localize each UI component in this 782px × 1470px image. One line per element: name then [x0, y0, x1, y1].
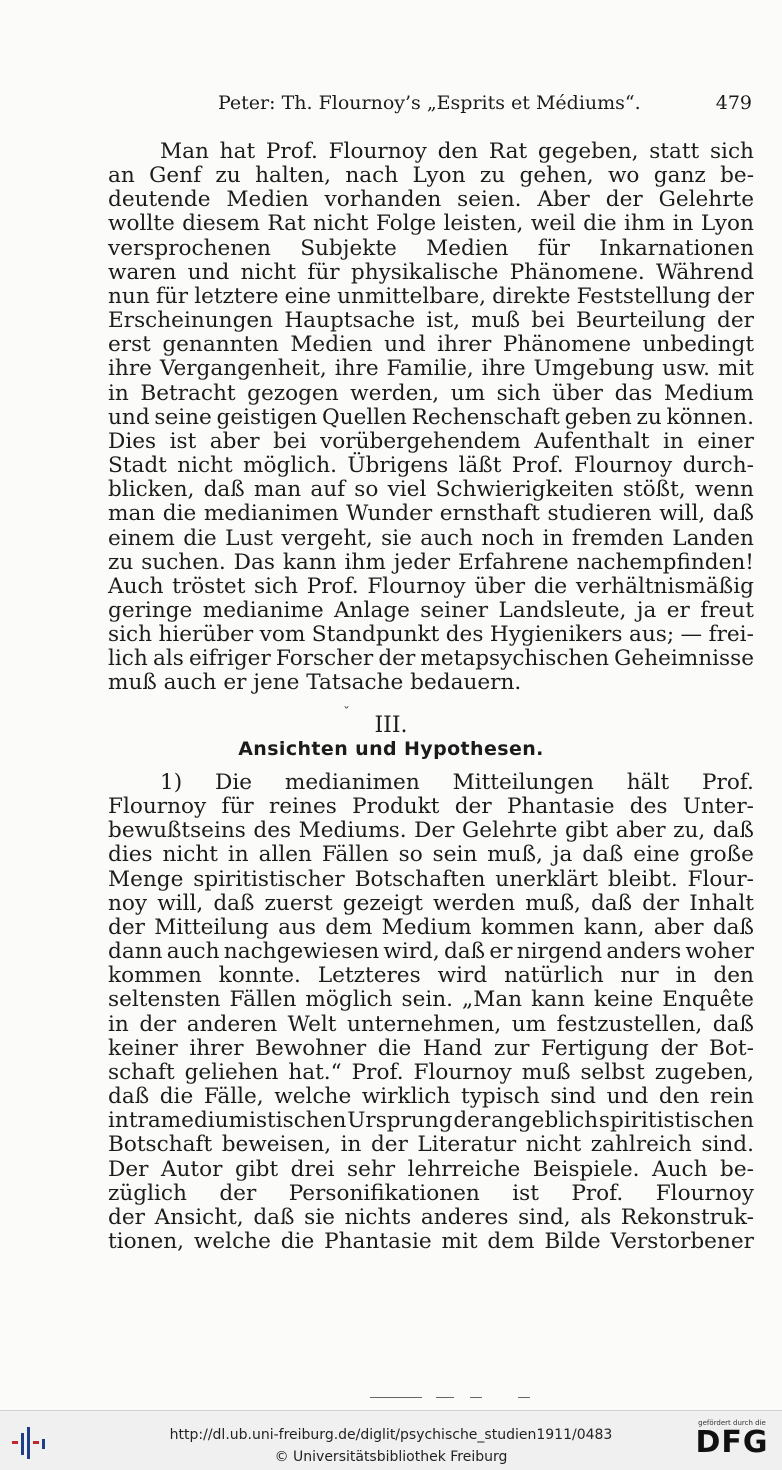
text-line: 1) Die medianimen Mitteilungen hält Prof.	[160, 770, 754, 795]
text-line: an Genf zu halten, nach Lyon zu gehen, wo ganz be-	[108, 163, 754, 189]
text-line: Stadt nicht möglich. Übrigens läßt Prof. Flournoy durch-	[108, 453, 754, 479]
bottom-rule	[370, 1397, 530, 1398]
text-line: Auch tröstet sich Prof. Flournoy über die verhältnismäßig	[108, 573, 754, 599]
ink-mark: ˇ	[343, 705, 350, 721]
text-line: Man hat Prof. Flournoy den Rat gegeben, statt sich	[160, 139, 754, 164]
text-line: blicken, daß man auf so viel Schwierigkeiten stößt, wenn	[108, 477, 754, 503]
section-title: Ansichten und Hypothesen.	[238, 738, 544, 760]
text-line: Flournoy für reines Produkt der Phantasie des Unter-	[108, 794, 754, 820]
text-line: Erscheinungen Hauptsache ist, muß bei Beurteilung der	[108, 308, 754, 334]
text-line: ihre Vergangenheit, ihre Familie, ihre Umgebung usw. mit	[108, 356, 754, 382]
dfg-logo	[692, 1419, 772, 1459]
text-line: keiner ihrer Bewohner die Hand zur Fertigung der Bot-	[108, 1035, 754, 1061]
document-url[interactable]: http://dl.ub.uni-freiburg.de/diglit/psychische_studien1911/0483	[169, 1427, 613, 1443]
text-line: nun für letztere eine unmittelbare, direkte Feststellung der	[108, 283, 754, 309]
text-line: man die medianimen Wunder ernsthaft studieren will, daß	[108, 501, 754, 527]
text-line: muß auch er jene Tatsache bedauern.	[108, 670, 522, 696]
text-line: noy will, daß zuerst gezeigt werden muß, daß der Inhalt	[108, 890, 754, 916]
text-line: Der Autor gibt drei sehr lehrreiche Beispiele. Auch be-	[108, 1156, 754, 1182]
running-title: Peter: Th. Flournoy’s „Esprits et Médiums“.	[218, 92, 641, 114]
text-line: züglich der Personifikationen ist Prof. Flournoy	[108, 1180, 754, 1206]
paragraph-1	[108, 140, 754, 696]
text-line: erst genannten Medien und ihrer Phänomene unbedingt	[108, 332, 754, 358]
text-line: Botschaft beweisen, in der Literatur nicht zahlreich sind.	[108, 1132, 754, 1158]
text-line: schaft geliehen hat.“ Prof. Flournoy muß selbst zugeben,	[108, 1059, 754, 1085]
dfg-logo-text: DFG	[695, 1425, 769, 1460]
text-line: lich als eifriger Forscher der metapsychischen Geheimnisse	[108, 646, 754, 672]
text-line: versprochenen Subjekte Medien für Inkarnationen	[108, 235, 754, 261]
text-line: Menge spiritistischer Botschaften unerklärt bleibt. Flour-	[108, 866, 754, 892]
text-line: wollte diesem Rat nicht Folge leisten, weil die ihm in Lyon	[108, 211, 754, 237]
text-line: waren und nicht für physikalische Phänomene. Während	[108, 259, 754, 285]
text-line: der Ansicht, daß sie nichts anderes sind, als Rekonstruk-	[108, 1204, 754, 1230]
page-number: 479	[715, 92, 752, 114]
copyright-notice: © Universitätsbibliothek Freiburg	[274, 1449, 508, 1465]
text-line: kommen konnte. Letzteres wird natürlich nur in den	[108, 963, 754, 989]
text-line: dann auch nachgewiesen wird, daß er nirgend anders woher	[108, 939, 754, 965]
text-line: zu suchen. Das kann ihm jeder Erfahrene nachempfinden!	[108, 549, 754, 575]
text-line: deutende Medien vorhanden seien. Aber der Gelehrte	[108, 187, 754, 213]
running-header	[218, 92, 754, 114]
text-line: einem die Lust vergeht, sie auch noch in fremden Landen	[108, 525, 754, 551]
text-line: sich hierüber vom Standpunkt des Hygienikers aus; — frei-	[108, 622, 754, 648]
dfg-funding-label: gefördert durch die	[698, 1419, 766, 1427]
text-line: bewußtseins des Mediums. Der Gelehrte gibt aber zu, daß	[108, 818, 754, 844]
text-line: Dies ist aber bei vorübergehendem Aufenthalt in einer	[108, 428, 754, 454]
text-line: daß die Fälle, welche wirklich typisch sind und den rein	[108, 1084, 754, 1110]
text-line: und seine geistigen Quellen Rechenschaft geben zu können.	[108, 404, 754, 430]
text-line: intramediumistischen Ursprung der angeblich spiritistischen	[108, 1108, 754, 1134]
text-line: in Betracht gezogen werden, um sich über das Medium	[108, 380, 754, 406]
text-line: in der anderen Welt unternehmen, um festzustellen, daß	[108, 1011, 754, 1037]
paragraph-2	[108, 771, 754, 1254]
text-line: der Mitteilung aus dem Medium kommen kann, aber daß	[108, 914, 754, 940]
section-number: III.	[374, 713, 408, 738]
text-line: tionen, welche die Phantasie mit dem Bilde Verstorbener	[108, 1228, 754, 1254]
viewer-footer	[0, 1410, 782, 1470]
text-line: dies nicht in allen Fällen so sein muß, ja daß eine große	[108, 842, 754, 868]
text-line: seltensten Fällen möglich sein. „Man kann keine Enquête	[108, 987, 754, 1013]
text-line: geringe medianime Anlage seiner Landsleute, ja er freut	[108, 597, 754, 623]
